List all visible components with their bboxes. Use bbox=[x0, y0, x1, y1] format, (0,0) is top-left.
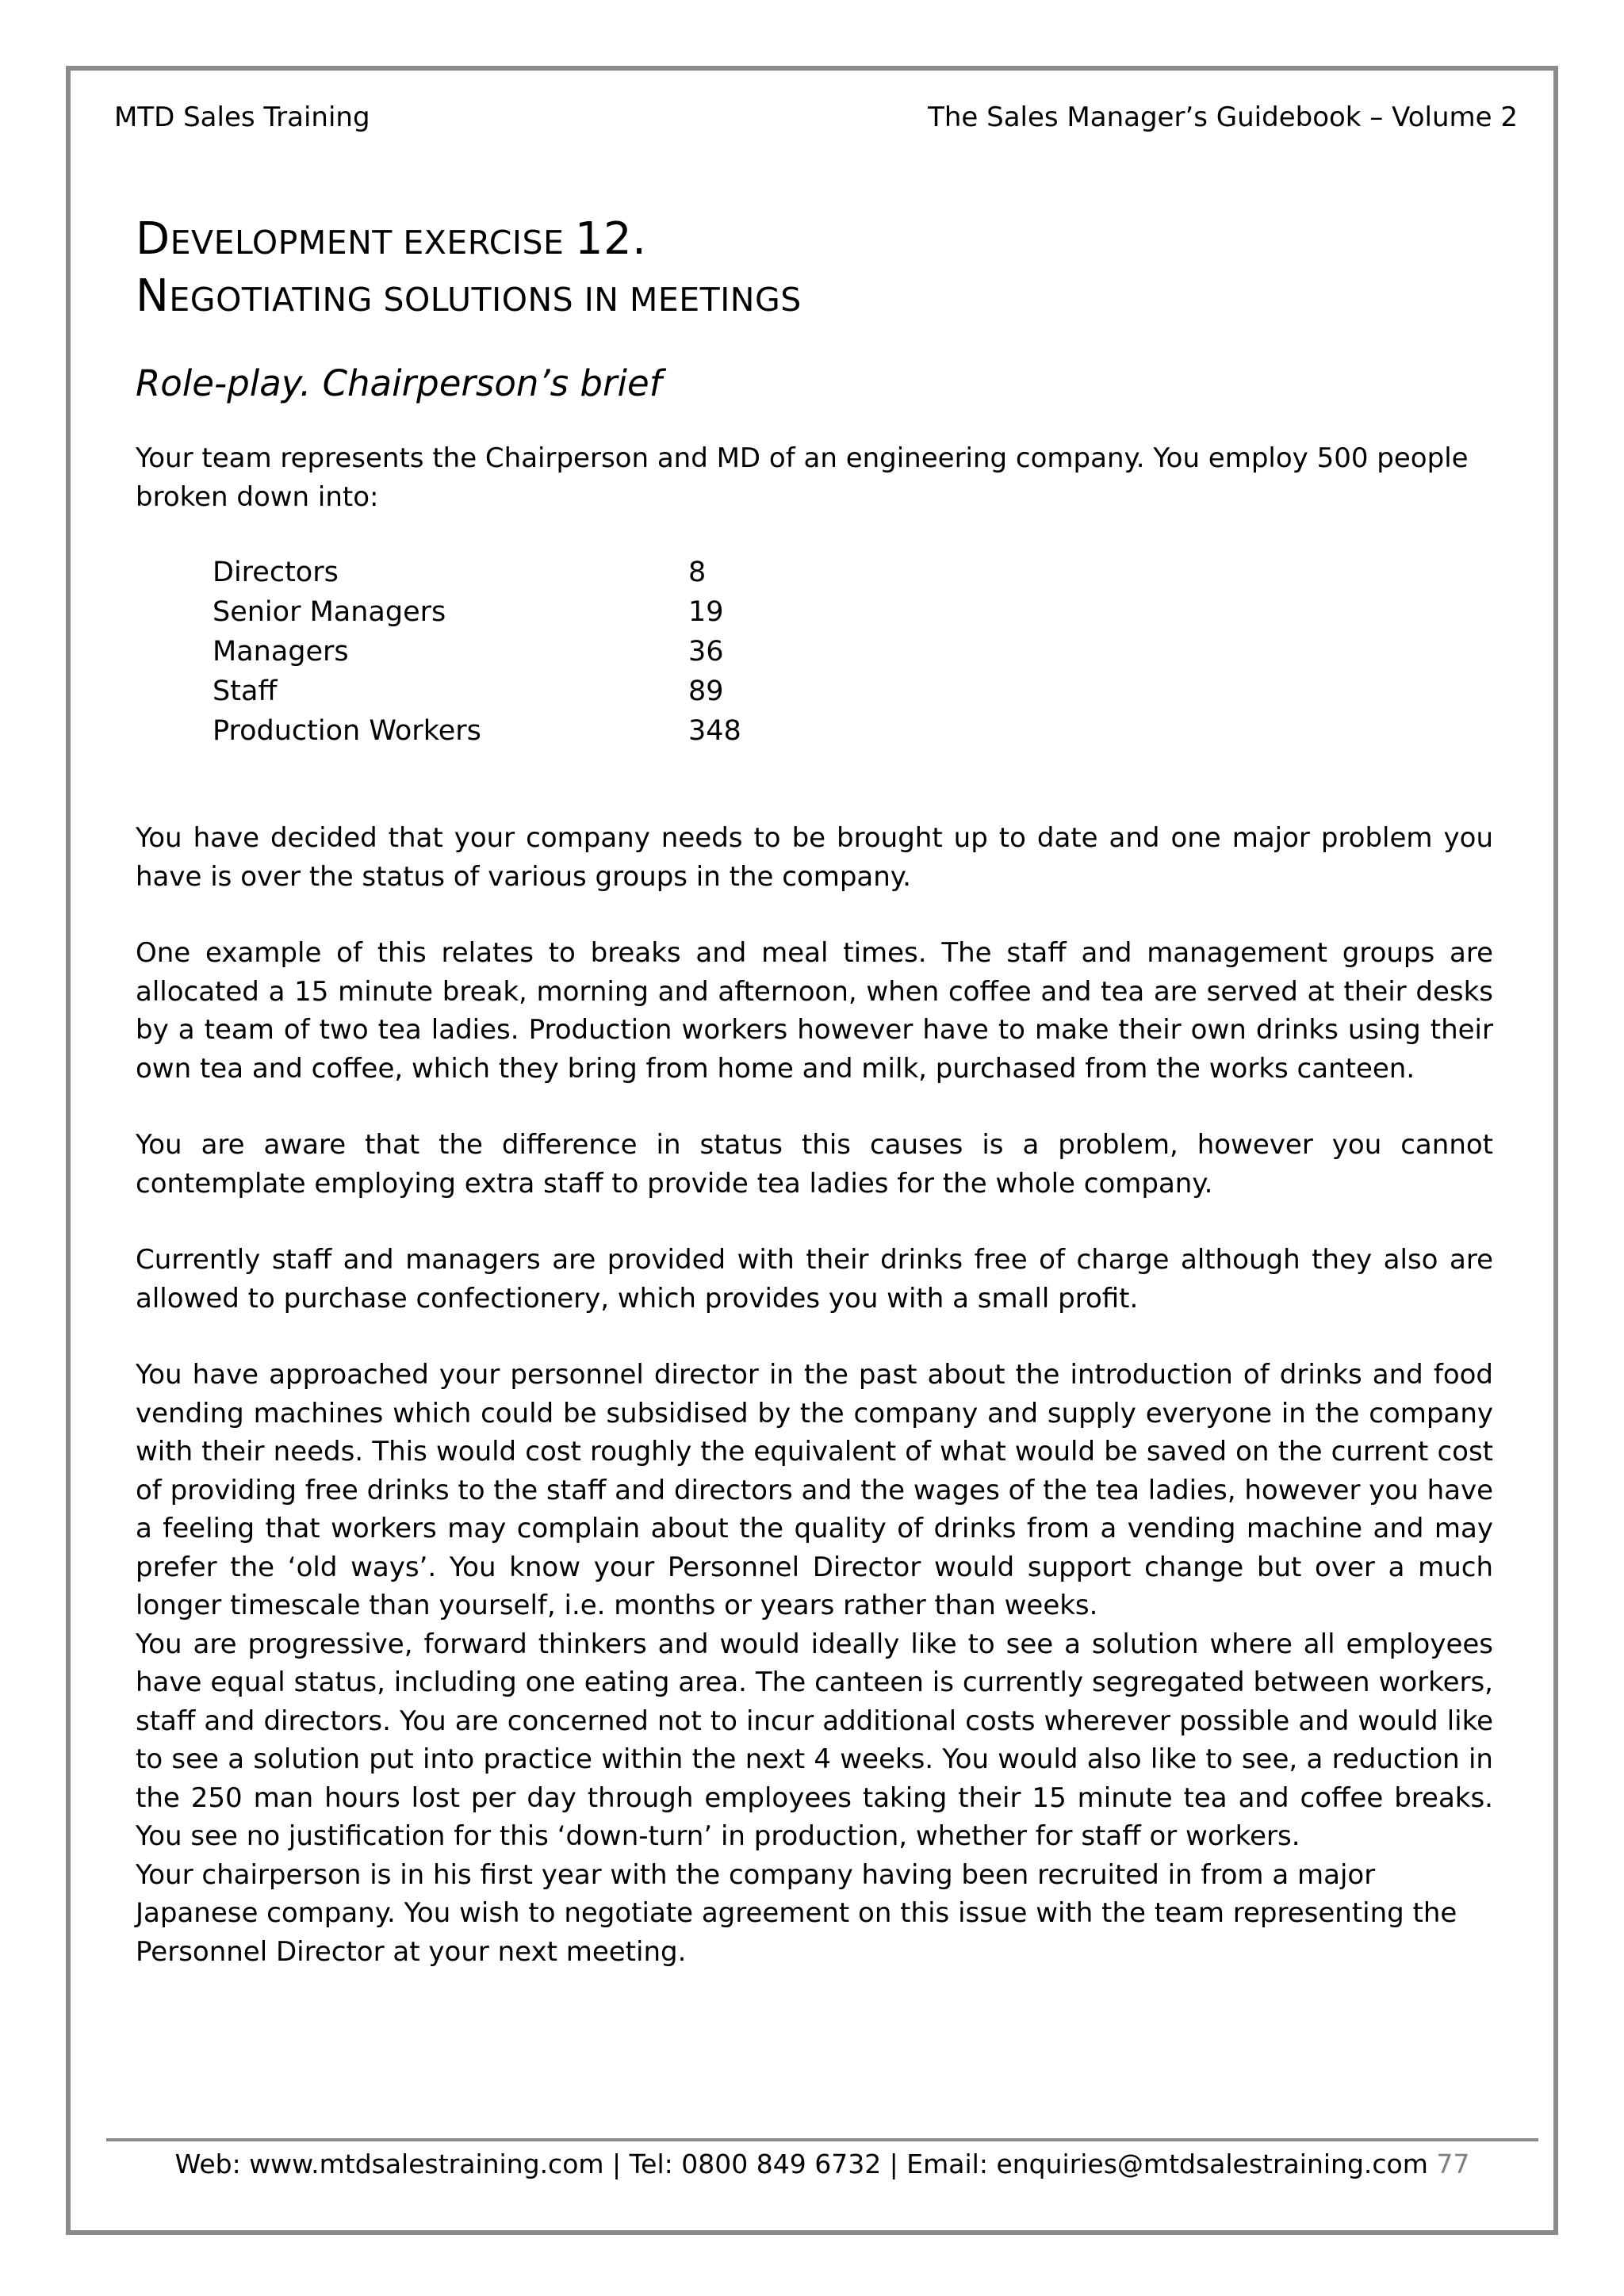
body-paragraph: Your chairperson is in his first year with the company having been recruited in from a major Japanese company. You wish to negotiate agreement on this issue with the team representing the Personnel Director at your next meeting. bbox=[136, 1858, 1457, 1968]
table-row bbox=[213, 711, 741, 751]
count-cell: 348 bbox=[688, 715, 741, 747]
body-paragraph: You have decided that your company needs to be brought up to date and one major problem you have is over the status of various groups in the company. bbox=[136, 822, 1493, 893]
header-left: MTD Sales Training bbox=[114, 101, 370, 133]
body-paragraph: One example of this relates to breaks and meal times. The staff and management groups are allocated a 15 minute break, morning and afternoon, when coffee and tea are served at their desks by a team of two tea ladies. Production workers however have to make their own drinks using their own tea and coffee, which they bring from home and milk, purchased from the works canteen. bbox=[136, 937, 1493, 1085]
table-row bbox=[213, 553, 741, 592]
table-row bbox=[213, 632, 741, 672]
count-cell: 8 bbox=[688, 557, 707, 588]
page-number: 77 bbox=[1436, 2149, 1470, 2179]
category-cell: Managers bbox=[213, 636, 349, 668]
count-cell: 89 bbox=[688, 675, 724, 707]
footer-divider bbox=[106, 2138, 1538, 2141]
main-content bbox=[136, 212, 1493, 1971]
footer-contact: Web: www.mtdsalestraining.com | Tel: 0800 849 6732 | Email: enquiries@mtdsalestraining.com bbox=[174, 2149, 1428, 2179]
page-footer bbox=[106, 2145, 1538, 2183]
body-paragraph: You are progressive, forward thinkers and would ideally like to see a solution where all employees have equal status, including one eating area. The canteen is currently segregated between workers, staff and directors. You are concerned not to incur additional costs wherever possible and would like to see a solution put into practice within the next 4 weeks. You would also like to see, a reduction in the 250 man hours lost per day through employees taking their 15 minute tea and coffee breaks. You see no justification for this ‘down-turn’ in production, whether for staff or workers. bbox=[136, 1628, 1493, 1852]
title-line-2: NEGOTIATING SOLUTIONS IN MEETINGS bbox=[136, 270, 802, 322]
body-paragraph: Currently staff and managers are provided with their drinks free of charge although they also are allowed to purchase confectionery, which provides you with a small profit. bbox=[136, 1244, 1493, 1314]
staff-breakdown-table bbox=[213, 553, 741, 751]
count-cell: 36 bbox=[688, 636, 724, 668]
category-cell: Staff bbox=[213, 675, 278, 707]
header-right: The Sales Manager’s Guidebook – Volume 2 bbox=[928, 101, 1518, 133]
category-cell: Directors bbox=[213, 557, 339, 588]
count-cell: 19 bbox=[688, 596, 724, 628]
intro-paragraph: Your team represents the Chairperson and MD of an engineering company. You employ 500 people broken down into: bbox=[136, 442, 1469, 513]
section-subtitle: Role-play. Chairperson’s brief bbox=[136, 362, 662, 404]
page-title bbox=[136, 212, 1493, 327]
table-row bbox=[213, 592, 741, 632]
category-cell: Senior Managers bbox=[213, 596, 446, 628]
title-line-1: DEVELOPMENT EXERCISE 12. bbox=[136, 213, 647, 265]
category-cell: Production Workers bbox=[213, 715, 481, 747]
table-row bbox=[213, 672, 741, 711]
body-paragraph: You have approached your personnel director in the past about the introduction of drinks and food vending machines which could be subsidised by the company and supply everyone in the company with their needs. This would cost roughly the equivalent of what would be saved on the current cost of providing free drinks to the staff and directors and the wages of the tea ladies, however you have a feeling that workers may complain about the quality of drinks from a vending machine and may prefer the ‘old ways’. You know your Personnel Director would support change but over a much longer timescale than yourself, i.e. months or years rather than weeks. bbox=[136, 1359, 1493, 1621]
body-paragraph: You are aware that the difference in status this causes is a problem, however you cannot contemplate employing extra staff to provide tea ladies for the whole company. bbox=[136, 1129, 1493, 1200]
